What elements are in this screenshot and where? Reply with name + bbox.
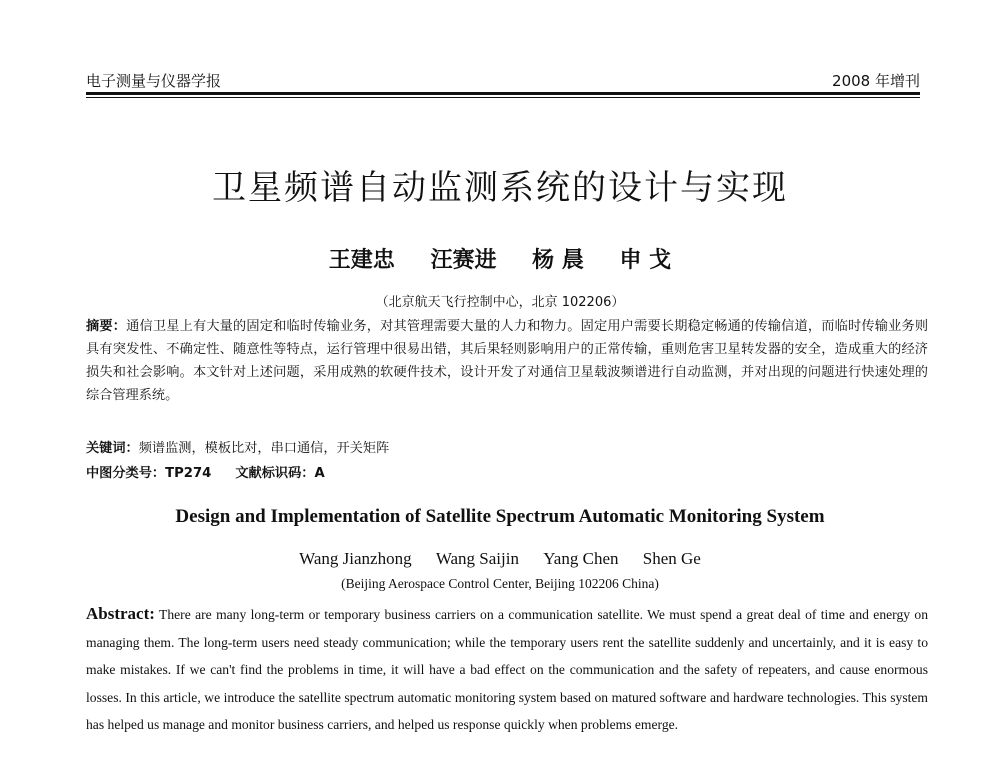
classification-label: 中图分类号： — [86, 466, 166, 481]
author-cn: 申 戈 — [619, 247, 672, 273]
author-en: Wang Saijin — [435, 549, 519, 568]
doc-code-value: A — [314, 466, 325, 481]
keywords-cn-text: 频谱监测，模板比对，串口通信，开关矩阵 — [138, 441, 390, 456]
running-header — [86, 70, 920, 91]
abstract-cn-text: 通信卫星上有大量的固定和临时传输业务，对其管理需要大量的人力和物力。固定用户需要长期稳定畅通的传输信道，而临时传输业务则具有突发性、不确定性、随意性等特点，运行管理中很易出错，其后果轻则影响用户的正常传输，重则危害卫星转发器的安全，造成重大的经济损失和社会影响。本文针对上述问题，采用成熟的软硬件技术，设计开发了对通信卫星载波频谱进行自动监测，并对出现的问题进行快速处理的综合管理系统。 — [86, 319, 929, 403]
affiliation-cn: （北京航天飞行控制中心，北京 102206） — [375, 295, 625, 310]
header-rule — [86, 92, 920, 98]
affiliation-en: (Beijing Aerospace Control Center, Beijing 102206 China) — [341, 576, 659, 591]
author-en: Shen Ge — [642, 549, 701, 568]
author-list-en — [0, 549, 1000, 569]
abstract-cn-label: 摘要： — [86, 319, 127, 334]
journal-name: 电子测量与仪器学报 — [86, 72, 222, 90]
issue-label: 2008 年增刊 — [832, 72, 920, 90]
author-list-cn — [0, 243, 1000, 274]
classification-value: TP274 — [165, 466, 212, 481]
author-en: Wang Jianzhong — [299, 549, 412, 568]
abstract-en-label: Abstract: — [86, 604, 155, 623]
doc-code-label: 文献标识码： — [235, 466, 315, 481]
paper-title-cn: 卫星频谱自动监测系统的设计与实现 — [212, 168, 788, 208]
classification-line — [86, 462, 928, 481]
abstract-cn — [86, 315, 928, 407]
paper-title-en: Design and Implementation of Satellite Spectrum Automatic Monitoring System — [175, 506, 825, 527]
abstract-en-text: There are many long-term or temporary business carriers on a communication satellite. We must spend a great deal of time and energy on managing them. The long-term users need steady communication; while the temporary users rent the satellite suddenly and uncertainly, and it is easy to make mistakes. If we can't find the problems in time, it will have a bad effect on the communication and the safety of repeaters, and cause enormous losses. In this article, we introduce the satellite spectrum automatic monitoring system based on matured software and hardware technologies. This system has helped us manage and monitor business carriers, and helped us response quickly when problems emerge. — [86, 607, 928, 732]
keywords-cn-label: 关键词： — [86, 441, 139, 456]
author-cn: 汪赛进 — [430, 247, 497, 273]
abstract-en — [86, 600, 928, 739]
keywords-cn — [86, 437, 928, 456]
author-en: Yang Chen — [543, 549, 619, 568]
author-cn: 王建忠 — [328, 247, 395, 273]
author-cn: 杨 晨 — [532, 247, 584, 273]
